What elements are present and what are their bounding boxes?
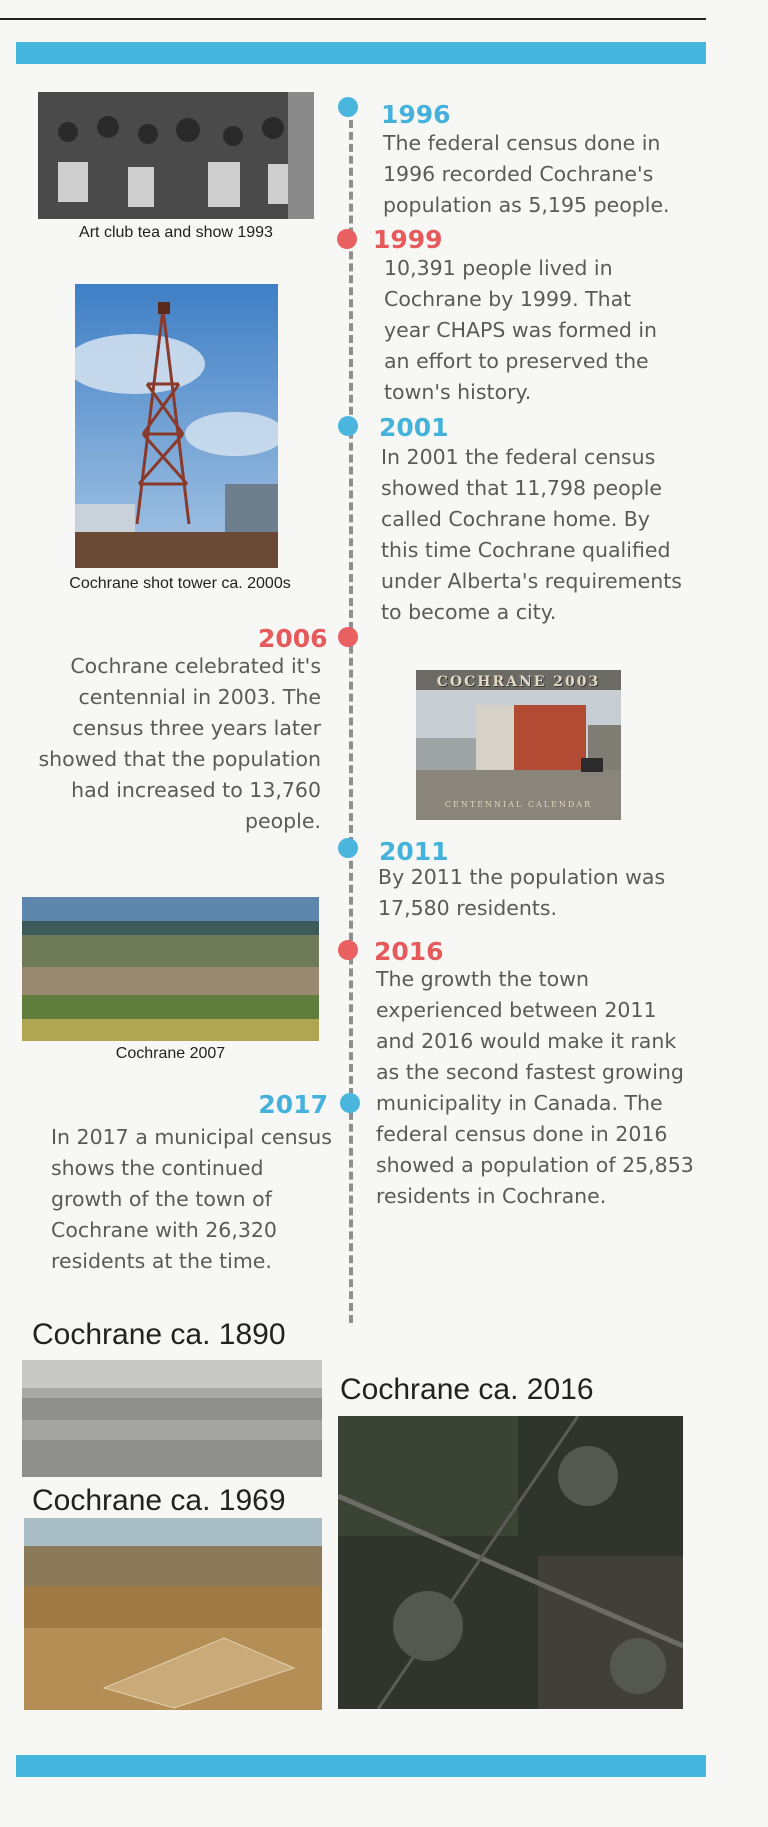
cochrane-2007-photo xyxy=(22,897,319,1041)
text-2016: The growth the town experienced between 2011 and 2016 would make it rank as the second fastest growing municipality in Canada. The federal census done in 2016 showed a population of 25,853 residents in Cochrane. xyxy=(376,967,694,1208)
timeline-marker-2011 xyxy=(338,838,358,858)
text-1999: 10,391 people lived in Cochrane by 1999. That year CHAPS was formed in an effort to preserved the town's history. xyxy=(384,256,658,404)
photo-2016-aerial xyxy=(338,1416,683,1709)
heading-2016: Cochrane ca. 2016 xyxy=(340,1373,594,1406)
shot-tower-caption: Cochrane shot tower ca. 2000s xyxy=(69,575,291,592)
timeline-marker-2017 xyxy=(340,1093,360,1113)
year-2017: 2017 xyxy=(258,1090,328,1119)
photo-1969 xyxy=(24,1518,322,1710)
year-2006: 2006 xyxy=(258,624,328,653)
year-2016: 2016 xyxy=(374,937,444,966)
year-1996: 1996 xyxy=(381,100,451,129)
text-2011: By 2011 the population was 17,580 residents. xyxy=(378,865,666,920)
text-2017: In 2017 a municipal census shows the continued growth of the town of Cochrane with 26,320 residents at the time. xyxy=(51,1125,332,1273)
bottom-accent-band xyxy=(16,1755,706,1777)
text-2001: In 2001 the federal census showed that 11,798 people called Cochrane home. By this time Cochrane qualified under Alberta's requirements to become a city. xyxy=(381,445,682,624)
timeline-marker-1999 xyxy=(337,229,357,249)
timeline-marker-1996 xyxy=(338,97,358,117)
timeline-spine xyxy=(349,108,353,1323)
text-1996: The federal census done in 1996 recorded Cochrane's population as 5,195 people. xyxy=(383,131,670,217)
top-rule xyxy=(0,18,706,20)
cochrane-2007-caption: Cochrane 2007 xyxy=(115,1045,226,1062)
photo-1890 xyxy=(22,1360,322,1477)
heading-1969: Cochrane ca. 1969 xyxy=(32,1484,286,1517)
timeline-marker-2016 xyxy=(338,940,358,960)
shot-tower-photo xyxy=(75,284,278,568)
art-club-photo xyxy=(38,92,314,219)
year-1999: 1999 xyxy=(373,225,443,254)
calendar-title: COCHRANE 2003 xyxy=(436,674,601,690)
calendar-subtitle: CENTENNIAL CALENDAR xyxy=(444,800,593,809)
text-2006: Cochrane celebrated it's centennial in 2003. The census three years later showed that the population had increased to 13,760 people. xyxy=(38,654,321,833)
heading-1890: Cochrane ca. 1890 xyxy=(32,1318,286,1351)
timeline-marker-2001 xyxy=(338,416,358,436)
year-2001: 2001 xyxy=(379,413,449,442)
art-club-caption: Art club tea and show 1993 xyxy=(79,224,273,241)
centennial-calendar-image xyxy=(416,670,621,820)
timeline-marker-2006 xyxy=(338,627,358,647)
year-2011: 2011 xyxy=(379,837,449,866)
top-accent-band xyxy=(16,42,706,64)
